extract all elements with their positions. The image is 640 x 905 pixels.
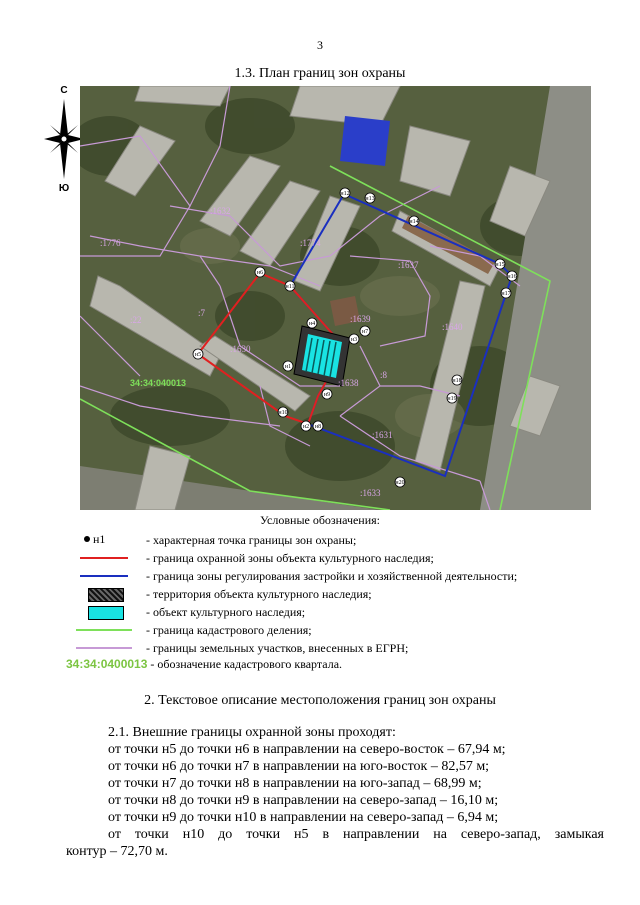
- map-point-label: н20: [395, 480, 405, 486]
- hatched-swatch-icon: [88, 588, 124, 602]
- boundary-line: от точки н5 до точки н6 в направлении на северо-восток – 67,94 м;: [108, 742, 506, 757]
- legend-text: - граница охранной зоны объекта культурного наследия;: [146, 551, 434, 565]
- point-symbol: [70, 531, 142, 549]
- legend-text: - территория объекта культурного наследия;: [146, 587, 372, 601]
- map-point-label: н3: [350, 337, 358, 343]
- boundary-line: от точки н8 до точки н9 в направлении на северо-запад – 16,10 м;: [108, 793, 499, 808]
- legend-text: - объект культурного наследия;: [146, 605, 306, 619]
- quarter-code: 34:34:0400013: [66, 657, 148, 671]
- cyan-swatch-icon: [88, 606, 124, 620]
- legend-row-heritage-object: [0, 603, 640, 621]
- map-point-label: н11: [285, 284, 295, 290]
- map-quarter-label: 34:34:040013: [130, 378, 187, 388]
- map-point-label: н1: [284, 364, 292, 370]
- boundary-description: [66, 724, 604, 860]
- boundary-line: от точки н6 до точки н7 в направлении на юго-восток – 82,57 м;: [108, 759, 490, 774]
- violet-line-icon: [76, 647, 132, 649]
- section-2-title: 2. Текстовое описание местоположения границ зон охраны: [144, 693, 496, 708]
- map-parcel-label: :1640: [442, 322, 463, 332]
- map-parcel-label: :1630: [230, 344, 251, 354]
- boundary-line: контур – 72,70 м.: [66, 844, 168, 859]
- boundary-line: от точки н7 до точки н8 в направлении на юго-запад – 68,99 м;: [108, 776, 482, 791]
- map-point-label: н4: [308, 321, 316, 327]
- map-point-label: н7: [361, 329, 369, 335]
- compass-star-icon: [44, 99, 84, 179]
- map-point-label: н15: [495, 262, 505, 268]
- map-point-label: н14: [409, 219, 419, 225]
- section-title: 1.3. План границ зон охраны: [234, 66, 406, 81]
- legend-row-regulation-zone: [0, 567, 640, 585]
- map-point-label: н9: [323, 392, 331, 398]
- boundary-map: [80, 86, 591, 510]
- legend-text: - граница кадастрового деления;: [146, 623, 312, 637]
- map-point-label: н8: [314, 424, 322, 430]
- map-point-label: н16: [507, 274, 517, 280]
- map-parcel-label: :1639: [350, 314, 371, 324]
- legend-text: - границы земельных участков, внесенных в ЕГРН;: [146, 641, 409, 655]
- blue-line-icon: [80, 575, 128, 577]
- legend-row-cadastral-boundary: [0, 621, 640, 639]
- legend-row-land-parcels: [0, 639, 640, 657]
- point-symbol-label: н1: [93, 532, 106, 546]
- compass-rose: [44, 85, 84, 197]
- map-parcel-label: :1638: [338, 378, 359, 388]
- map-parcel-label: :1776: [100, 238, 121, 248]
- map-point-label: н18: [452, 378, 462, 384]
- map-parcel-label: :22: [130, 315, 142, 325]
- green-line-icon: [76, 629, 132, 631]
- map-point-label: н17: [501, 291, 511, 297]
- map-parcel-label: :1631: [372, 430, 393, 440]
- point-dot-icon: [84, 536, 90, 542]
- quarter-desc: - обозначение кадастрового квартала.: [150, 657, 343, 671]
- map-point-label: н5: [194, 352, 202, 358]
- legend-row-protection-zone: [0, 549, 640, 567]
- legend-text: - граница зоны регулирования застройки и хозяйственной деятельности;: [146, 569, 518, 583]
- legend-text: - характерная точка границы зон охраны;: [146, 533, 357, 547]
- map-parcel-label: :1632: [210, 206, 231, 216]
- map-point-label: н10: [278, 410, 288, 416]
- compass-north-label: С: [60, 85, 68, 96]
- page-number: 3: [317, 38, 323, 52]
- map-parcel-label: :8: [380, 370, 388, 380]
- compass-south-label: Ю: [58, 183, 70, 194]
- map-point-label: н13: [365, 196, 375, 202]
- legend-row-quarter: [66, 657, 342, 672]
- map-point-label: н19: [447, 396, 457, 402]
- boundary-line: от точки н10 до точки н5 в направлении на северо-запад, замыкая: [108, 827, 604, 842]
- boundary-line: от точки н9 до точки н10 в направлении на северо-запад – 6,94 м;: [108, 810, 499, 825]
- map-parcel-label: :7: [198, 308, 206, 318]
- legend-row-point: [0, 531, 640, 549]
- legend-title: Условные обозначения:: [259, 513, 381, 527]
- legend-row-heritage-territory: [0, 585, 640, 603]
- red-line-icon: [80, 557, 128, 559]
- paragraph-heading: 2.1. Внешние границы охранной зоны проходят:: [108, 725, 396, 740]
- map-parcel-label: :1774: [300, 238, 321, 248]
- map-point-label: н2: [302, 424, 310, 430]
- map-parcel-label: :1633: [360, 488, 381, 498]
- map-point-label: н6: [256, 270, 264, 276]
- map-parcel-label: :1637: [398, 260, 419, 270]
- map-point-label: н12: [340, 191, 350, 197]
